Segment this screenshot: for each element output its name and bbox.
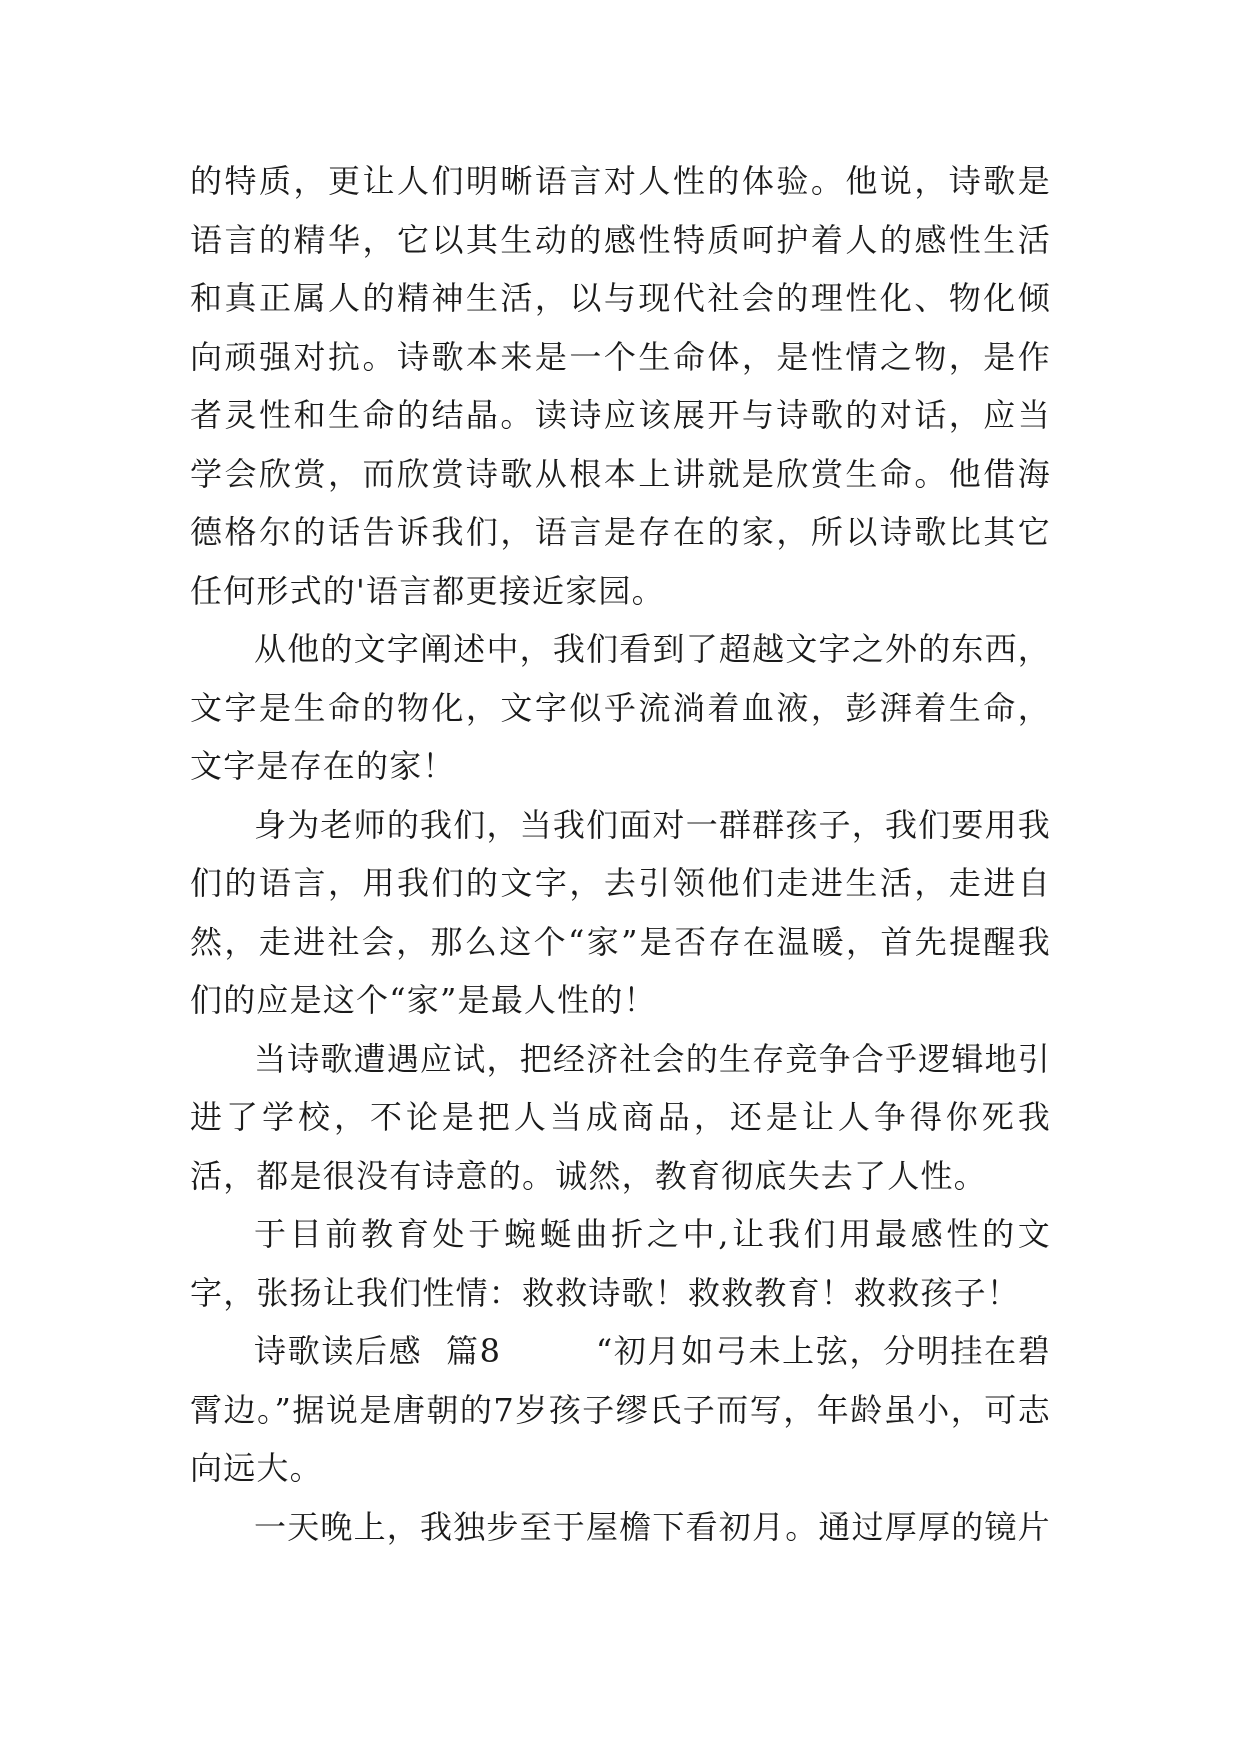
paragraph-1: 的特质，更让人们明晰语言对人性的体验。他说，诗歌是语言的精华，它以其生动的感性特质呵护着人的感性生活和真正属人的精神生活，以与现代社会的理性化、物化倾向顽强对抗。诗歌本来是一个生命体，是性情之物，是作者灵性和生命的结晶。读诗应该展开与诗歌的对话，应当学会欣赏，而欣赏诗歌从根本上讲就是欣赏生命。他借海德格尔的话告诉我们，语言是存在的家，所以诗歌比其它任何形式的'语言都更接近家园。 <box>190 162 1051 610</box>
paragraph-4: 当诗歌遭遇应试，把经济社会的生存竞争合乎逻辑地引进了学校，不论是把人当成商品，还是让人争得你死我活，都是很没有诗意的。诚然，教育彻底失去了人性。 <box>190 1039 1051 1195</box>
paragraph-7: 一天晚上，我独步至于屋檐下看初月。通过厚厚的镜片 <box>254 1507 1051 1546</box>
paragraph-3: 身为老师的我们，当我们面对一群群孩子，我们要用我们的语言，用我们的文字，去引领他们走进生活，走进自然，走进社会，那么这个“家”是否存在温暖，首先提醒我们的应是这个“家”是最人性的！ <box>190 805 1051 1019</box>
paragraph-2: 从他的文字阐述中，我们看到了超越文字之外的东西，文字是生命的物化，文字似乎流淌着血液，彭湃着生命，文字是存在的家！ <box>190 630 1051 785</box>
document-page <box>190 152 1051 1556</box>
paragraph-5: 于目前教育处于蜿蜒曲折之中,让我们用最感性的文字，张扬让我们性情：救救诗歌！救救教育！救救孩子！ <box>190 1215 1051 1312</box>
paragraph-6-section-heading: 诗歌读后感 篇8 “初月如弓未上弦，分明挂在碧霄边。”据说是唐朝的7岁孩子缪氏子而写，年龄虽小，可志向远大。 <box>190 1332 1051 1487</box>
